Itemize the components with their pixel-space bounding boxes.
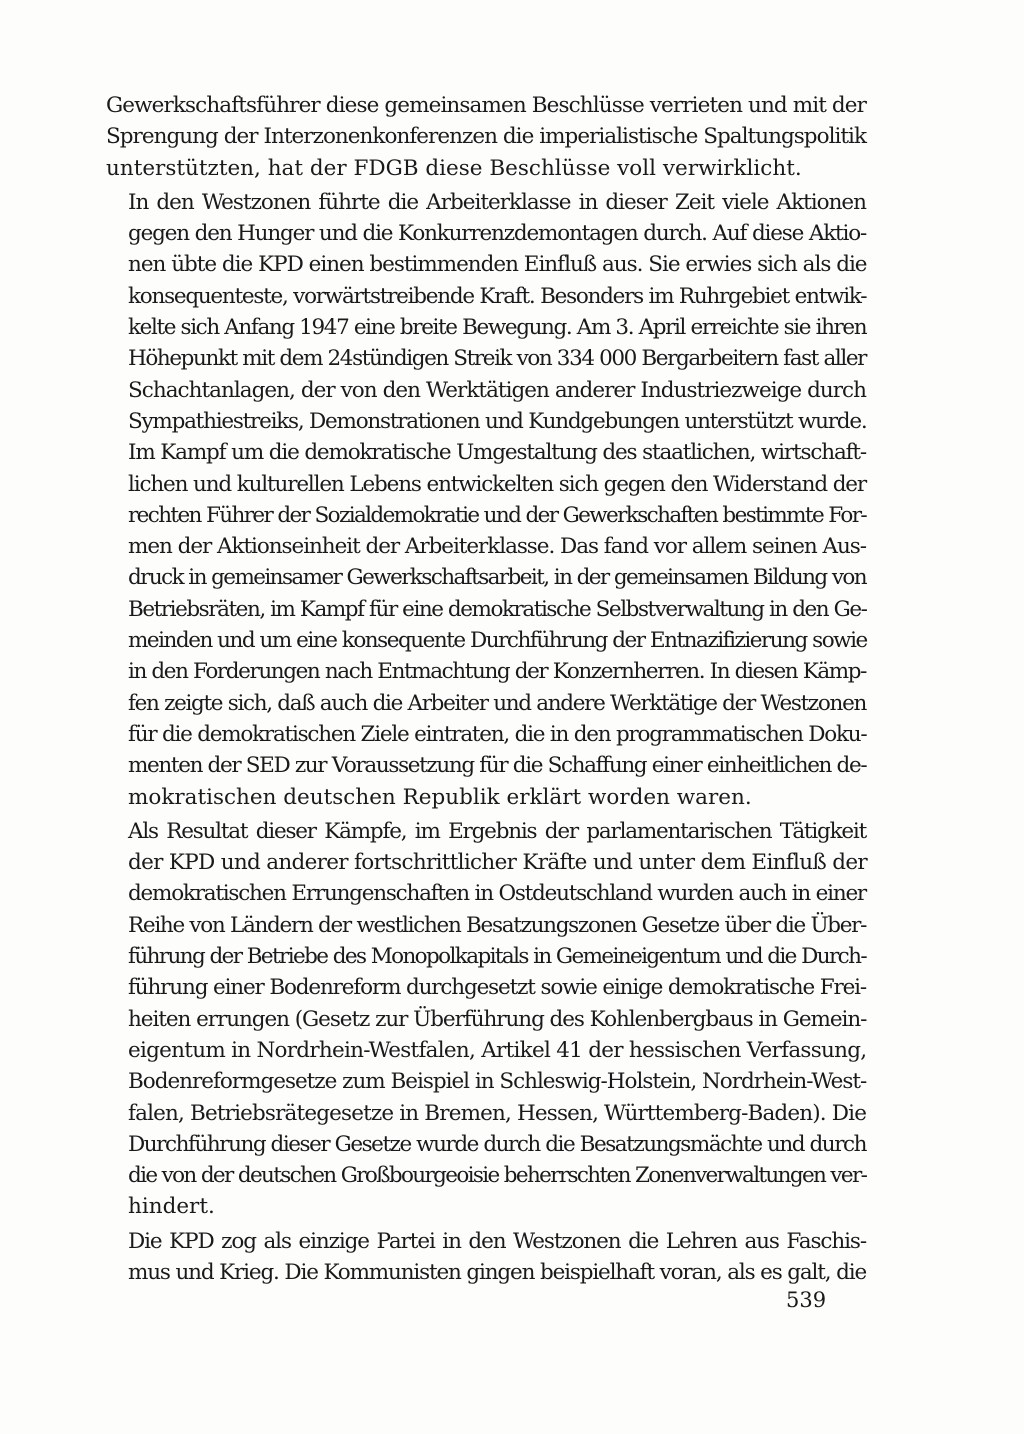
text-line: Sprengung der Interzonenkonferenzen die imperialistische Spaltungspolitik [106,124,866,150]
text-line: In den Westzonen führte die Arbeiterklasse in dieser Zeit viele Aktionen [128,189,866,215]
text-line: men der Aktionseinheit der Arbeiterklasse. Das fand vor allem seinen Aus- [128,534,866,560]
paragraph-4 [106,1226,866,1289]
text-line: Reihe von Ländern der westlichen Besatzungszonen Gesetze über die Über- [128,912,867,938]
text-line: Sympathiestreiks, Demonstrationen und Kundgebungen unterstützt wurde. [128,408,867,434]
text-line: demokratischen Errungenschaften in Ostdeutschland wurden auch in einer [128,881,866,907]
paragraph-3 [106,816,866,1223]
text-line: für die demokratischen Ziele eintraten, die in den programmatischen Doku- [128,721,867,747]
text-line: rechten Führer der Sozialdemokratie und der Gewerkschaften bestimmte For- [128,502,867,528]
text-line: eigentum in Nordrhein-Westfalen, Artikel 41 der hessischen Verfassung, [128,1037,867,1063]
text-line: konsequenteste, vorwärtstreibende Kraft. Besonders im Ruhrgebiet entwik- [128,283,867,309]
text-line: der KPD und anderer fortschrittlicher Kräfte und unter dem Einfluß der [128,850,867,876]
text-line: in den Forderungen nach Entmachtung der Konzernherren. In diesen Kämp- [128,659,866,685]
text-line: kelte sich Anfang 1947 eine breite Bewegung. Am 3. April erreichte sie ihren [128,315,867,341]
text-line: falen, Betriebsrätegesetze in Bremen, Hessen, Württemberg-Baden). Die [128,1100,867,1126]
text-line: gegen den Hunger und die Konkurrenzdemontagen durch. Auf diese Aktio- [128,221,867,247]
text-line: fen zeigte sich, daß auch die Arbeiter und andere Werktätige der Westzonen [128,690,866,716]
text-line: Gewerkschaftsführer diese gemeinsamen Beschlüsse verrieten und mit der [106,93,867,118]
text-line: Als Resultat dieser Kämpfe, im Ergebnis der parlamentarischen Tätigkeit [128,818,866,844]
paragraph-1 [106,90,866,184]
text-line: hindert. [128,1194,215,1220]
text-line: mus und Krieg. Die Kommunisten gingen beispielhaft voran, als es galt, die [128,1259,866,1285]
body-text [106,90,866,1291]
paragraph-2 [106,187,866,813]
page-number: 539 [786,1288,827,1312]
text-line: meinden und um eine konsequente Durchführung der Entnazifizierung sowie [128,628,867,654]
text-line: nen übte die KPD einen bestimmenden Einfluß aus. Sie erwies sich als die [128,252,867,278]
text-line: menten der SED zur Voraussetzung für die Schaffung einer einheitlichen de- [128,753,867,779]
text-line: Im Kampf um die demokratische Umgestaltung des staatlichen, wirtschaft- [128,440,867,466]
text-line: führung einer Bodenreform durchgesetzt sowie einige demokratische Frei- [128,975,866,1001]
text-line: die von der deutschen Großbourgeoisie beherrschten Zonenverwaltungen ver- [128,1163,867,1189]
text-line: mokratischen deutschen Republik erklärt worden waren. [128,784,752,810]
text-line: Die KPD zog als einzige Partei in den Westzonen die Lehren aus Faschis- [128,1228,866,1254]
text-line: Schachtanlagen, der von den Werktätigen anderer Industriezweige durch [128,377,866,403]
text-line: Höhepunkt mit dem 24stündigen Streik von 334 000 Bergarbeitern fast aller [128,346,867,372]
text-line: führung der Betriebe des Monopolkapitals in Gemeineigentum und die Durch- [128,944,866,970]
text-line: heiten errungen (Gesetz zur Überführung des Kohlenbergbaus in Gemein- [128,1006,867,1032]
text-line: druck in gemeinsamer Gewerkschaftsarbeit, in der gemeinsamen Bildung von [128,565,866,591]
text-line: Bodenreformgesetze zum Beispiel in Schleswig-Holstein, Nordrhein-West- [128,1069,867,1095]
text-line: Betriebsräten, im Kampf für eine demokratische Selbstverwaltung in den Ge- [128,596,867,622]
text-line: unterstützten, hat der FDGB diese Beschlüsse voll verwirklicht. [106,155,802,181]
text-line: Durchführung dieser Gesetze wurde durch die Besatzungsmächte und durch [128,1131,866,1157]
text-line: lichen und kulturellen Lebens entwickelten sich gegen den Widerstand der [128,471,866,497]
